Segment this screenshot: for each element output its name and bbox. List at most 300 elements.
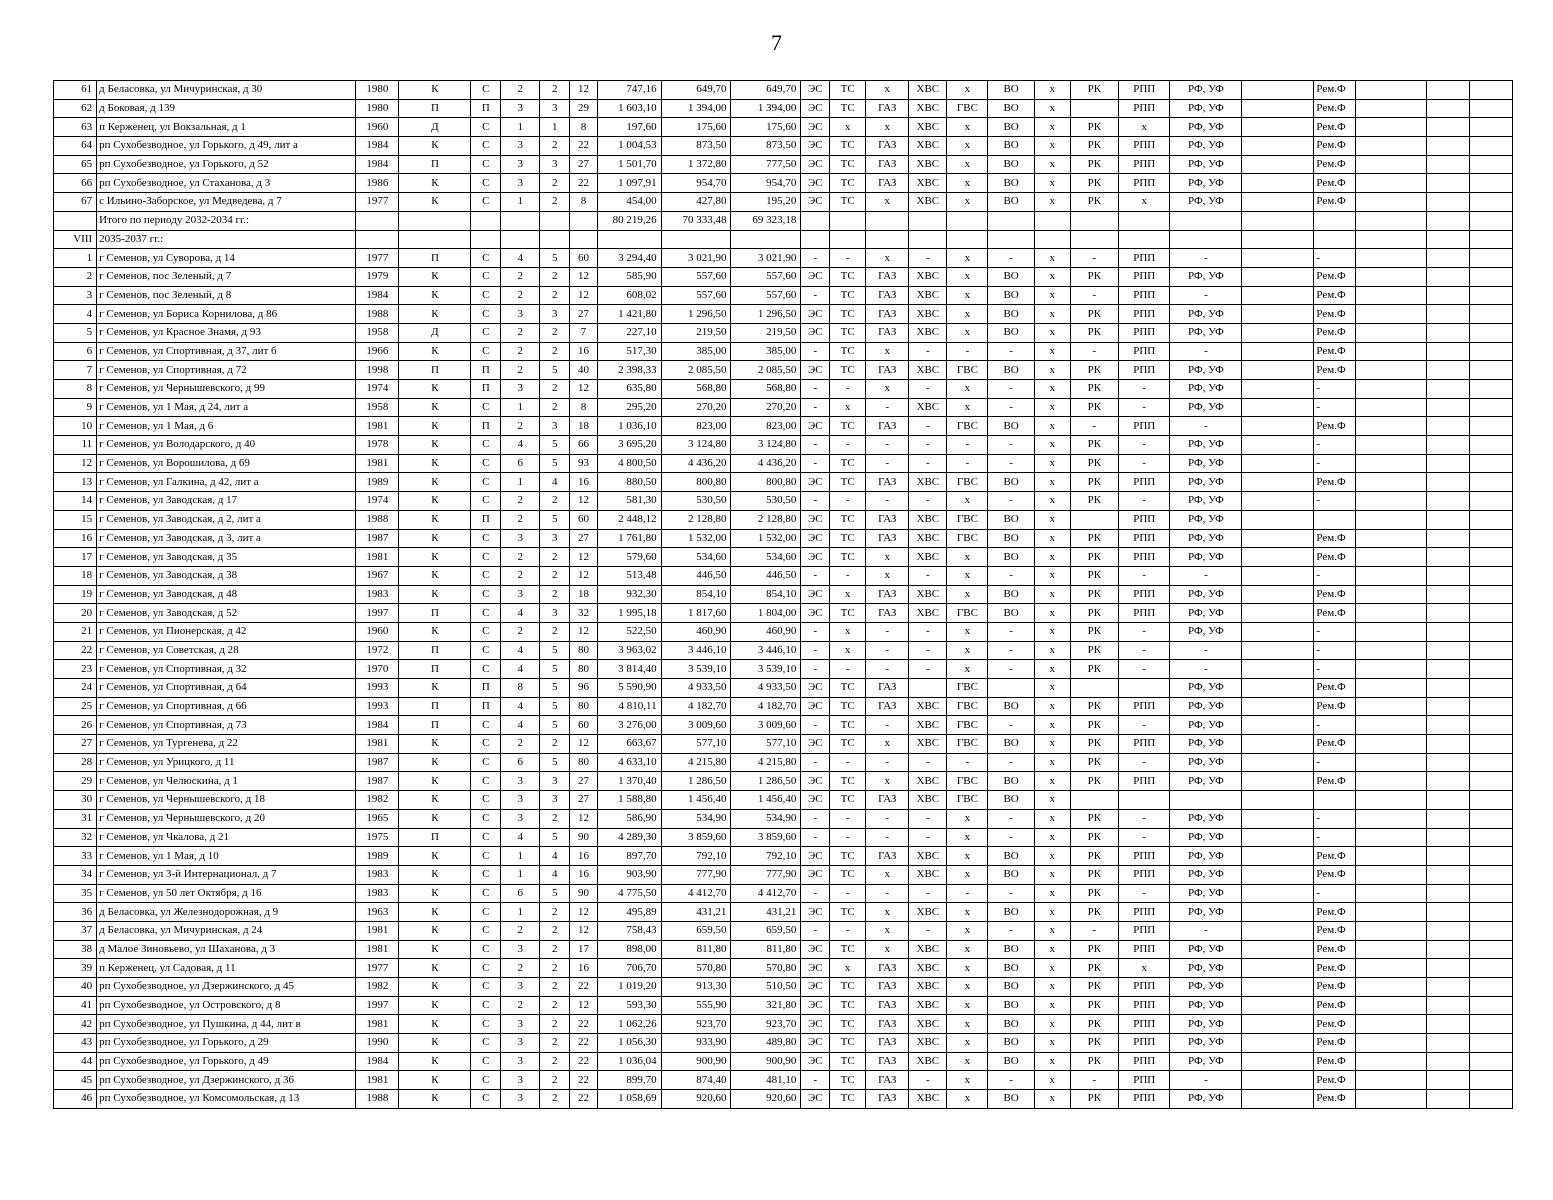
cell-living-area: 2 128,80 bbox=[661, 510, 731, 529]
cell-hvs: ХВС bbox=[909, 959, 947, 978]
cell-flats bbox=[570, 230, 598, 249]
cell-year: 1981 bbox=[356, 454, 399, 473]
cell-private-area: 270,20 bbox=[731, 398, 801, 417]
cell-blank-b bbox=[1355, 566, 1427, 585]
cell-flats: 12 bbox=[570, 492, 598, 511]
cell-roof: С bbox=[471, 342, 501, 361]
cell-facade: - bbox=[1170, 921, 1242, 940]
cell-blank-a bbox=[1242, 193, 1314, 212]
cell-entrances: 5 bbox=[540, 510, 570, 529]
cell-roof: П bbox=[471, 697, 501, 716]
cell-facade: РФ, УФ bbox=[1170, 398, 1242, 417]
cell-total-area: 295,20 bbox=[597, 398, 661, 417]
cell-roof: С bbox=[471, 1090, 501, 1109]
cell-wall: К bbox=[399, 809, 471, 828]
cell-rpp: РПП bbox=[1119, 473, 1170, 492]
cell-floors: 1 bbox=[501, 847, 540, 866]
cell-vo: ВО bbox=[988, 529, 1034, 548]
cell-entrances: 5 bbox=[540, 697, 570, 716]
cell-es: - bbox=[801, 753, 830, 772]
cell-blank-b bbox=[1355, 921, 1427, 940]
cell-es: ЭС bbox=[801, 155, 830, 174]
cell-blank-c bbox=[1427, 361, 1469, 380]
cell-gvs: ГВС bbox=[947, 529, 988, 548]
cell-vo: - bbox=[988, 641, 1034, 660]
cell-entrances: 5 bbox=[540, 716, 570, 735]
cell-gvs: х bbox=[947, 940, 988, 959]
cell-vo: ВО bbox=[988, 604, 1034, 623]
cell-floors: 2 bbox=[501, 267, 540, 286]
cell-es: ЭС bbox=[801, 585, 830, 604]
cell-blank-b bbox=[1355, 249, 1427, 268]
cell-floors: 3 bbox=[501, 529, 540, 548]
table-row bbox=[54, 884, 1513, 903]
cell-gvs: ГВС bbox=[947, 361, 988, 380]
cell-roof: С bbox=[471, 865, 501, 884]
cell-ts: ТС bbox=[830, 604, 866, 623]
cell-blank-a bbox=[1242, 230, 1314, 249]
cell-total-area: 1 501,70 bbox=[597, 155, 661, 174]
cell-rk: РК bbox=[1070, 847, 1118, 866]
cell-total-area: 903,90 bbox=[597, 865, 661, 884]
cell-gvs: х bbox=[947, 865, 988, 884]
cell-private-area: 873,50 bbox=[731, 137, 801, 156]
cell-blank-d bbox=[1469, 267, 1512, 286]
cell-wall: К bbox=[399, 137, 471, 156]
cell-wall: К bbox=[399, 1034, 471, 1053]
cell-floors: 1 bbox=[501, 903, 540, 922]
cell-living-area: 933,90 bbox=[661, 1034, 731, 1053]
cell-living-area: 557,60 bbox=[661, 286, 731, 305]
cell-gvs: ГВС bbox=[947, 679, 988, 698]
cell-roof: С bbox=[471, 137, 501, 156]
cell-facade: РФ, УФ bbox=[1170, 865, 1242, 884]
cell-total-area: 1 370,40 bbox=[597, 772, 661, 791]
cell-address: г Семенов, ул 1 Мая, д 6 bbox=[97, 417, 356, 436]
cell-facade: РФ, УФ bbox=[1170, 809, 1242, 828]
cell-year: 1981 bbox=[356, 1015, 399, 1034]
cell-vo: ВО bbox=[988, 267, 1034, 286]
cell-num: 2 bbox=[54, 267, 97, 286]
cell-total-area: 513,48 bbox=[597, 566, 661, 585]
cell-rk bbox=[1070, 510, 1118, 529]
cell-private-area: 321,80 bbox=[731, 996, 801, 1015]
cell-gaz: х bbox=[866, 81, 909, 100]
cell-facade: РФ, УФ bbox=[1170, 305, 1242, 324]
cell-floors: 6 bbox=[501, 454, 540, 473]
cell-es: ЭС bbox=[801, 99, 830, 118]
cell-rem-f: Рем.Ф bbox=[1314, 323, 1355, 342]
cell-rpp: РПП bbox=[1119, 137, 1170, 156]
cell-blank-b bbox=[1355, 660, 1427, 679]
cell-roof: С bbox=[471, 847, 501, 866]
cell-year: 1988 bbox=[356, 510, 399, 529]
cell-facade: РФ, УФ bbox=[1170, 492, 1242, 511]
cell-gaz: ГАЗ bbox=[866, 137, 909, 156]
cell-extra: х bbox=[1034, 865, 1070, 884]
cell-living-area: 900,90 bbox=[661, 1052, 731, 1071]
cell-floors: 4 bbox=[501, 604, 540, 623]
cell-extra: х bbox=[1034, 155, 1070, 174]
cell-gaz: х bbox=[866, 940, 909, 959]
cell-rk: РК bbox=[1070, 978, 1118, 997]
cell-floors: 2 bbox=[501, 566, 540, 585]
cell-private-area: 800,80 bbox=[731, 473, 801, 492]
cell-total-area: 581,30 bbox=[597, 492, 661, 511]
cell-rpp: - bbox=[1119, 884, 1170, 903]
cell-blank-c bbox=[1427, 417, 1469, 436]
cell-num: 13 bbox=[54, 473, 97, 492]
table-row bbox=[54, 1015, 1513, 1034]
cell-living-area: 427,80 bbox=[661, 193, 731, 212]
cell-rk: РК bbox=[1070, 809, 1118, 828]
cell-wall: К bbox=[399, 921, 471, 940]
cell-blank-b bbox=[1355, 454, 1427, 473]
cell-roof: С bbox=[471, 436, 501, 455]
cell-wall: К bbox=[399, 174, 471, 193]
cell-flats: 22 bbox=[570, 1034, 598, 1053]
cell-rem-f: Рем.Ф bbox=[1314, 679, 1355, 698]
cell-roof: С bbox=[471, 81, 501, 100]
cell-private-area: 823,00 bbox=[731, 417, 801, 436]
cell-blank-d bbox=[1469, 940, 1512, 959]
cell-blank-b bbox=[1355, 174, 1427, 193]
cell-floors: 2 bbox=[501, 548, 540, 567]
cell-es: ЭС bbox=[801, 865, 830, 884]
cell-facade: - bbox=[1170, 249, 1242, 268]
cell-private-area: 577,10 bbox=[731, 735, 801, 754]
cell-es: ЭС bbox=[801, 1052, 830, 1071]
cell-num: 23 bbox=[54, 660, 97, 679]
cell-facade: РФ, УФ bbox=[1170, 679, 1242, 698]
cell-address: г Семенов, ул Галкина, д 42, лит а bbox=[97, 473, 356, 492]
cell-hvs: ХВС bbox=[909, 903, 947, 922]
cell-private-area: 446,50 bbox=[731, 566, 801, 585]
cell-floors: 3 bbox=[501, 1015, 540, 1034]
cell-es: - bbox=[801, 249, 830, 268]
cell-extra: х bbox=[1034, 174, 1070, 193]
cell-hvs: ХВС bbox=[909, 1090, 947, 1109]
cell-vo: ВО bbox=[988, 137, 1034, 156]
cell-hvs: ХВС bbox=[909, 940, 947, 959]
cell-total-area: 2 448,12 bbox=[597, 510, 661, 529]
cell-address: рп Сухобезводное, ул Горького, д 29 bbox=[97, 1034, 356, 1053]
cell-roof: С bbox=[471, 1071, 501, 1090]
cell-facade: РФ, УФ bbox=[1170, 548, 1242, 567]
cell-address: рп Сухобезводное, ул Дзержинского, д 36 bbox=[97, 1071, 356, 1090]
cell-flats: 12 bbox=[570, 735, 598, 754]
cell-wall: П bbox=[399, 716, 471, 735]
table-row bbox=[54, 1071, 1513, 1090]
cell-blank-a bbox=[1242, 137, 1314, 156]
cell-wall: К bbox=[399, 267, 471, 286]
cell-hvs: ХВС bbox=[909, 323, 947, 342]
cell-vo: ВО bbox=[988, 585, 1034, 604]
cell-blank-c bbox=[1427, 510, 1469, 529]
cell-roof: С bbox=[471, 716, 501, 735]
cell-extra: х bbox=[1034, 323, 1070, 342]
cell-vo: ВО bbox=[988, 697, 1034, 716]
cell-floors: 2 bbox=[501, 996, 540, 1015]
cell-year bbox=[356, 211, 399, 230]
cell-blank-c bbox=[1427, 604, 1469, 623]
cell-living-area: 954,70 bbox=[661, 174, 731, 193]
cell-blank-d bbox=[1469, 305, 1512, 324]
cell-es: ЭС bbox=[801, 267, 830, 286]
cell-roof: С bbox=[471, 1034, 501, 1053]
cell-ts: х bbox=[830, 959, 866, 978]
cell-blank-c bbox=[1427, 492, 1469, 511]
cell-blank-a bbox=[1242, 548, 1314, 567]
cell-wall: К bbox=[399, 679, 471, 698]
cell-es: ЭС bbox=[801, 193, 830, 212]
cell-extra: х bbox=[1034, 791, 1070, 810]
cell-blank-a bbox=[1242, 735, 1314, 754]
cell-vo: ВО bbox=[988, 473, 1034, 492]
cell-rk: РК bbox=[1070, 996, 1118, 1015]
cell-floors: 3 bbox=[501, 809, 540, 828]
cell-blank-b bbox=[1355, 641, 1427, 660]
cell-es: - bbox=[801, 286, 830, 305]
cell-es: - bbox=[801, 436, 830, 455]
cell-facade: РФ, УФ bbox=[1170, 361, 1242, 380]
cell-entrances: 3 bbox=[540, 99, 570, 118]
cell-hvs: ХВС bbox=[909, 155, 947, 174]
cell-rpp: РПП bbox=[1119, 361, 1170, 380]
cell-num: 65 bbox=[54, 155, 97, 174]
cell-facade: РФ, УФ bbox=[1170, 884, 1242, 903]
cell-facade bbox=[1170, 211, 1242, 230]
cell-entrances: 2 bbox=[540, 137, 570, 156]
cell-roof: С bbox=[471, 772, 501, 791]
cell-private-area: 1 296,50 bbox=[731, 305, 801, 324]
cell-entrances: 3 bbox=[540, 417, 570, 436]
cell-entrances: 2 bbox=[540, 978, 570, 997]
cell-facade: РФ, УФ bbox=[1170, 267, 1242, 286]
cell-blank-a bbox=[1242, 1015, 1314, 1034]
cell-address: рп Сухобезводное, ул Горького, д 49 bbox=[97, 1052, 356, 1071]
cell-total-area: 758,43 bbox=[597, 921, 661, 940]
cell-roof: С bbox=[471, 604, 501, 623]
cell-living-area: 1 286,50 bbox=[661, 772, 731, 791]
cell-entrances: 3 bbox=[540, 529, 570, 548]
cell-total-area: 1 004,53 bbox=[597, 137, 661, 156]
cell-private-area: 3 009,60 bbox=[731, 716, 801, 735]
cell-roof: С bbox=[471, 1052, 501, 1071]
cell-blank-a bbox=[1242, 249, 1314, 268]
cell-es: ЭС bbox=[801, 996, 830, 1015]
cell-roof: С bbox=[471, 529, 501, 548]
cell-extra: х bbox=[1034, 978, 1070, 997]
cell-blank-c bbox=[1427, 398, 1469, 417]
cell-blank-c bbox=[1427, 249, 1469, 268]
cell-year: 1990 bbox=[356, 1034, 399, 1053]
cell-blank-d bbox=[1469, 193, 1512, 212]
cell-hvs: ХВС bbox=[909, 847, 947, 866]
cell-blank-d bbox=[1469, 230, 1512, 249]
cell-private-area: 1 532,00 bbox=[731, 529, 801, 548]
cell-vo: ВО bbox=[988, 1015, 1034, 1034]
cell-blank-a bbox=[1242, 417, 1314, 436]
cell-wall: К bbox=[399, 548, 471, 567]
cell-blank-d bbox=[1469, 436, 1512, 455]
cell-es: - bbox=[801, 809, 830, 828]
cell-wall: К bbox=[399, 753, 471, 772]
cell-private-area: 1 394,00 bbox=[731, 99, 801, 118]
cell-address: Итого по периоду 2032-2034 гг.: bbox=[97, 211, 356, 230]
cell-vo: - bbox=[988, 716, 1034, 735]
cell-total-area: 3 294,40 bbox=[597, 249, 661, 268]
cell-blank-b bbox=[1355, 1071, 1427, 1090]
cell-num: 6 bbox=[54, 342, 97, 361]
cell-blank-a bbox=[1242, 791, 1314, 810]
cell-rem-f: - bbox=[1314, 641, 1355, 660]
cell-address: п Керженец, ул Садовая, д 11 bbox=[97, 959, 356, 978]
cell-private-area: 2 085,50 bbox=[731, 361, 801, 380]
cell-living-area: 923,70 bbox=[661, 1015, 731, 1034]
cell-rk: РК bbox=[1070, 940, 1118, 959]
cell-total-area: 4 775,50 bbox=[597, 884, 661, 903]
cell-wall: Д bbox=[399, 118, 471, 137]
cell-vo: ВО bbox=[988, 193, 1034, 212]
cell-floors: 2 bbox=[501, 510, 540, 529]
cell-flats: 60 bbox=[570, 510, 598, 529]
cell-ts: ТС bbox=[830, 193, 866, 212]
cell-roof: С bbox=[471, 884, 501, 903]
cell-gvs: х bbox=[947, 959, 988, 978]
table-row bbox=[54, 137, 1513, 156]
cell-gvs: - bbox=[947, 884, 988, 903]
cell-blank-a bbox=[1242, 323, 1314, 342]
cell-num: 40 bbox=[54, 978, 97, 997]
cell-rem-f: Рем.Ф bbox=[1314, 342, 1355, 361]
cell-rem-f: - bbox=[1314, 566, 1355, 585]
cell-gaz: ГАЗ bbox=[866, 996, 909, 1015]
cell-blank-c bbox=[1427, 155, 1469, 174]
cell-hvs: ХВС bbox=[909, 735, 947, 754]
cell-wall: К bbox=[399, 1052, 471, 1071]
cell-year: 1981 bbox=[356, 417, 399, 436]
table-row bbox=[54, 548, 1513, 567]
cell-wall: К bbox=[399, 865, 471, 884]
cell-gvs: х bbox=[947, 249, 988, 268]
cell-roof: С bbox=[471, 735, 501, 754]
cell-rem-f: Рем.Ф bbox=[1314, 155, 1355, 174]
cell-roof: С bbox=[471, 454, 501, 473]
cell-rk: РК bbox=[1070, 454, 1118, 473]
cell-blank-c bbox=[1427, 828, 1469, 847]
cell-es: - bbox=[801, 622, 830, 641]
cell-extra: х bbox=[1034, 361, 1070, 380]
cell-rpp: - bbox=[1119, 716, 1170, 735]
cell-extra: х bbox=[1034, 716, 1070, 735]
cell-entrances: 2 bbox=[540, 1071, 570, 1090]
cell-year: 1960 bbox=[356, 622, 399, 641]
cell-facade: РФ, УФ bbox=[1170, 1034, 1242, 1053]
cell-ts: ТС bbox=[830, 342, 866, 361]
cell-ts: - bbox=[830, 436, 866, 455]
cell-entrances: 2 bbox=[540, 174, 570, 193]
cell-hvs: - bbox=[909, 492, 947, 511]
cell-blank-a bbox=[1242, 155, 1314, 174]
cell-private-area: 792,10 bbox=[731, 847, 801, 866]
cell-rpp: - bbox=[1119, 380, 1170, 399]
table-row bbox=[54, 286, 1513, 305]
cell-extra: х bbox=[1034, 622, 1070, 641]
cell-blank-d bbox=[1469, 847, 1512, 866]
cell-private-area: 460,90 bbox=[731, 622, 801, 641]
table-row bbox=[54, 267, 1513, 286]
cell-ts: ТС bbox=[830, 529, 866, 548]
cell-living-area: 4 412,70 bbox=[661, 884, 731, 903]
cell-es: ЭС bbox=[801, 548, 830, 567]
cell-rem-f: Рем.Ф bbox=[1314, 1034, 1355, 1053]
cell-total-area: 1 019,20 bbox=[597, 978, 661, 997]
cell-gaz: ГАЗ bbox=[866, 604, 909, 623]
cell-wall: К bbox=[399, 454, 471, 473]
cell-es bbox=[801, 230, 830, 249]
cell-vo: ВО bbox=[988, 81, 1034, 100]
cell-blank-c bbox=[1427, 622, 1469, 641]
table-row bbox=[54, 828, 1513, 847]
cell-blank-b bbox=[1355, 361, 1427, 380]
cell-rem-f: Рем.Ф bbox=[1314, 903, 1355, 922]
cell-year: 1977 bbox=[356, 193, 399, 212]
cell-blank-a bbox=[1242, 436, 1314, 455]
cell-facade: РФ, УФ bbox=[1170, 137, 1242, 156]
cell-living-area: 3 021,90 bbox=[661, 249, 731, 268]
cell-address: г Семенов, ул 1 Мая, д 24, лит а bbox=[97, 398, 356, 417]
cell-vo: - bbox=[988, 828, 1034, 847]
cell-living-area: 874,40 bbox=[661, 1071, 731, 1090]
cell-blank-d bbox=[1469, 211, 1512, 230]
cell-address: г Семенов, ул Спортивная, д 66 bbox=[97, 697, 356, 716]
cell-gaz: - bbox=[866, 398, 909, 417]
cell-rem-f: - bbox=[1314, 380, 1355, 399]
cell-total-area: 585,90 bbox=[597, 267, 661, 286]
cell-es: ЭС bbox=[801, 137, 830, 156]
cell-address: рп Сухобезводное, ул Горького, д 52 bbox=[97, 155, 356, 174]
table-row bbox=[54, 622, 1513, 641]
cell-blank-c bbox=[1427, 286, 1469, 305]
cell-rem-f: Рем.Ф bbox=[1314, 1071, 1355, 1090]
cell-gvs: - bbox=[947, 436, 988, 455]
cell-address: г Семенов, ул Челюскина, д 1 bbox=[97, 772, 356, 791]
cell-total-area: 3 276,00 bbox=[597, 716, 661, 735]
cell-rem-f: - bbox=[1314, 436, 1355, 455]
cell-roof: С bbox=[471, 622, 501, 641]
cell-blank-d bbox=[1469, 585, 1512, 604]
cell-flats: 29 bbox=[570, 99, 598, 118]
cell-gaz: ГАЗ bbox=[866, 697, 909, 716]
cell-flats: 22 bbox=[570, 978, 598, 997]
cell-rem-f: Рем.Ф bbox=[1314, 417, 1355, 436]
cell-blank-b bbox=[1355, 81, 1427, 100]
cell-num: 1 bbox=[54, 249, 97, 268]
cell-living-area: 823,00 bbox=[661, 417, 731, 436]
cell-year: 1966 bbox=[356, 342, 399, 361]
cell-gaz: х bbox=[866, 380, 909, 399]
cell-floors: 3 bbox=[501, 174, 540, 193]
cell-floors: 2 bbox=[501, 921, 540, 940]
cell-private-area: 4 215,80 bbox=[731, 753, 801, 772]
cell-living-area: 3 009,60 bbox=[661, 716, 731, 735]
cell-num: 24 bbox=[54, 679, 97, 698]
cell-address: г Семенов, ул Заводская, д 3, лит а bbox=[97, 529, 356, 548]
cell-flats: 22 bbox=[570, 1015, 598, 1034]
cell-year: 1981 bbox=[356, 548, 399, 567]
cell-entrances: 5 bbox=[540, 641, 570, 660]
